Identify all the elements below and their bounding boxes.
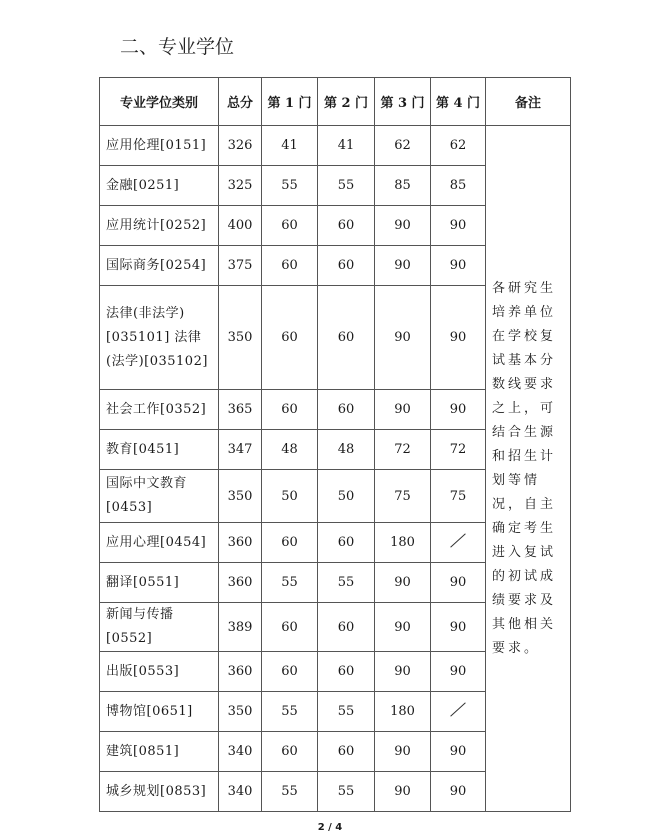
cell-category: 金融[0251] [100,166,219,206]
cell-remark: 各研究生培养单位在学校复试基本分数线要求之上，可结合生源和招生计划等情况，自主确定考生进入复试的初试成绩要求及其他相关要求。 [486,126,571,812]
cell-subject-1: 60 [262,732,318,772]
cell-subject-4: 62 [431,126,486,166]
cell-subject-4: 90 [431,206,486,246]
cell-total: 360 [219,563,262,603]
cell-category: 社会工作[0352] [100,390,219,430]
cell-subject-2: 55 [318,772,375,812]
cell-total: 350 [219,470,262,523]
cell-total: 350 [219,286,262,390]
cell-category: 出版[0553] [100,652,219,692]
cell-subject-2: 48 [318,430,375,470]
cell-subject-4: 90 [431,563,486,603]
cell-subject-3: 180 [375,692,431,732]
cell-subject-4: 90 [431,286,486,390]
cell-category: 建筑[0851] [100,732,219,772]
cell-total: 400 [219,206,262,246]
cell-subject-3: 180 [375,523,431,563]
header-remark: 备注 [486,78,571,126]
cell-total: 340 [219,732,262,772]
cell-total: 347 [219,430,262,470]
cell-category: 法律(非法学)[035101] 法律(法学)[035102] [100,286,219,390]
cell-total: 340 [219,772,262,812]
cell-subject-1: 55 [262,563,318,603]
cell-subject-3: 90 [375,206,431,246]
cell-category: 新闻与传播[0552] [100,603,219,652]
cell-subject-1: 50 [262,470,318,523]
cell-subject-4: 85 [431,166,486,206]
cell-subject-4 [431,692,486,732]
cell-subject-2: 55 [318,563,375,603]
cell-subject-4: 90 [431,246,486,286]
cell-subject-1: 48 [262,430,318,470]
cell-subject-3: 90 [375,390,431,430]
cell-subject-2: 60 [318,246,375,286]
cell-subject-3: 85 [375,166,431,206]
not-applicable-slash [450,533,466,549]
cell-subject-4: 90 [431,603,486,652]
table-row [100,126,571,166]
section-title: 二、专业学位 [120,36,235,58]
cell-subject-3: 90 [375,563,431,603]
cell-subject-2: 60 [318,732,375,772]
cell-subject-2: 41 [318,126,375,166]
header-subject-2: 第 2 门 [318,78,375,126]
cell-total: 389 [219,603,262,652]
header-category: 专业学位类别 [100,78,219,126]
cell-subject-2: 60 [318,652,375,692]
cell-subject-2: 60 [318,603,375,652]
cell-subject-3: 75 [375,470,431,523]
cell-subject-3: 90 [375,732,431,772]
cell-subject-4: 72 [431,430,486,470]
cell-subject-1: 60 [262,246,318,286]
cell-category: 教育[0451] [100,430,219,470]
cell-subject-1: 60 [262,603,318,652]
header-total: 总分 [219,78,262,126]
not-applicable-slash [450,702,466,718]
cell-subject-4: 75 [431,470,486,523]
cell-subject-1: 60 [262,523,318,563]
header-subject-1: 第 1 门 [262,78,318,126]
header-subject-3: 第 3 门 [375,78,431,126]
cell-subject-1: 60 [262,390,318,430]
cell-category: 博物馆[0651] [100,692,219,732]
score-table [99,77,571,812]
cell-subject-4: 90 [431,390,486,430]
cell-subject-3: 62 [375,126,431,166]
cell-total: 365 [219,390,262,430]
cell-total: 326 [219,126,262,166]
cell-subject-1: 55 [262,692,318,732]
table-header-row [100,78,571,126]
cell-subject-2: 55 [318,166,375,206]
cell-subject-2: 60 [318,523,375,563]
cell-subject-2: 55 [318,692,375,732]
cell-subject-1: 41 [262,126,318,166]
cell-subject-3: 90 [375,772,431,812]
cell-subject-2: 60 [318,390,375,430]
cell-subject-3: 90 [375,652,431,692]
cell-subject-2: 60 [318,206,375,246]
page-number: 2 / 4 [317,822,343,833]
cell-subject-4: 90 [431,732,486,772]
cell-subject-4 [431,523,486,563]
cell-subject-1: 55 [262,166,318,206]
cell-subject-1: 60 [262,652,318,692]
cell-category: 应用心理[0454] [100,523,219,563]
cell-subject-3: 90 [375,603,431,652]
cell-subject-3: 90 [375,286,431,390]
cell-subject-4: 90 [431,652,486,692]
cell-subject-1: 60 [262,286,318,390]
cell-category: 国际中文教育[0453] [100,470,219,523]
header-subject-4: 第 4 门 [431,78,486,126]
cell-total: 360 [219,652,262,692]
cell-category: 国际商务[0254] [100,246,219,286]
cell-category: 应用伦理[0151] [100,126,219,166]
cell-subject-3: 90 [375,246,431,286]
cell-subject-2: 60 [318,286,375,390]
cell-total: 350 [219,692,262,732]
cell-subject-3: 72 [375,430,431,470]
cell-subject-4: 90 [431,772,486,812]
cell-subject-1: 60 [262,206,318,246]
cell-total: 325 [219,166,262,206]
cell-category: 城乡规划[0853] [100,772,219,812]
cell-category: 应用统计[0252] [100,206,219,246]
cell-total: 375 [219,246,262,286]
cell-subject-1: 55 [262,772,318,812]
cell-subject-2: 50 [318,470,375,523]
cell-category: 翻译[0551] [100,563,219,603]
cell-total: 360 [219,523,262,563]
